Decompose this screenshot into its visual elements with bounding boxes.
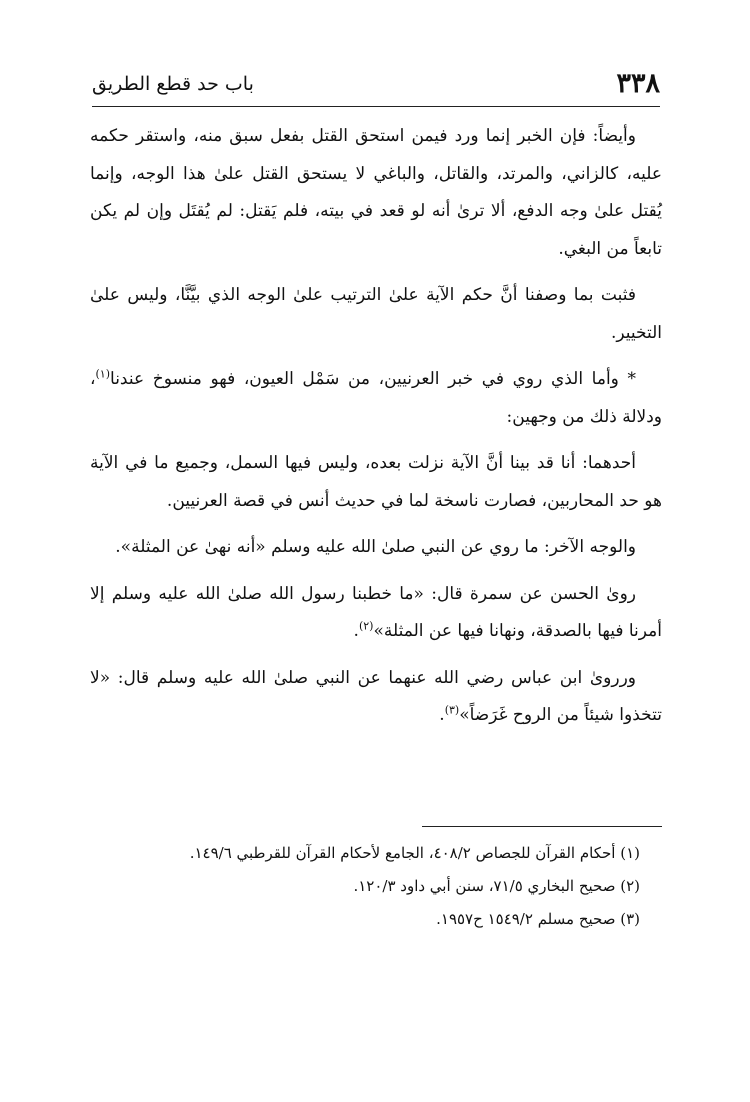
footnote-ref: (٣) — [444, 703, 460, 717]
paragraph: فثبت بما وصفنا أنَّ حكم الآية علىٰ الترتيب علىٰ الوجه الذي بيَّنَّا، وليس علىٰ التخيير. — [90, 285, 662, 343]
chapter-title: باب حد قطع الطريق — [92, 73, 254, 95]
footnote: (١) أحكام القرآن للجصاص ٤٠٨/٢، الجامع لأحكام القرآن للقرطبي ١٤٩/٦. — [189, 844, 640, 862]
paragraph: ورروىٰ ابن عباس رضي الله عنهما عن النبي صلىٰ الله عليه وسلم قال: «لا تتخذوا شيئاً من الروح غَرَضاً»$^{(٣)}$. — [90, 667, 662, 725]
paragraph: أحدهما: أنا قد بينا أنَّ الآية نزلت بعده، وليس فيها السمل، وجميع ما في الآية هو حد المحاربين، فصارت ناسخة لما في حديث أنس في قصة العرنيين. — [90, 453, 662, 511]
footnote-ref: (٢) — [358, 619, 374, 633]
paragraph: روىٰ الحسن عن سمرة قال: «ما خطبنا رسول الله صلىٰ الله عليه وسلم إلا أمرنا فيها بالصدقة، ونهانا فيها عن المثلة»$^{(٢)}$. — [90, 583, 662, 641]
footnote-ref: (١) — [95, 367, 111, 381]
footnote-divider — [422, 826, 662, 827]
footnote: (٢) صحيح البخاري ٧١/٥، سنن أبي داود ١٢٠/٣. — [353, 877, 640, 895]
footnotes — [90, 838, 662, 937]
paragraph: * وأما الذي روي في خبر العرنيين، من سَمْل العيون، فهو منسوخ عندنا$^{(١)}$، ودلالة ذلك من وجهين: — [90, 367, 662, 427]
running-header — [92, 62, 660, 107]
paragraph: وأيضاً: فإن الخبر إنما ورد فيمن استحق القتل بفعل سبق منه، واستقر حكمه عليه، كالزاني، والمرتد، والقاتل، والباغي لا يستحق القتل علىٰ هذا الوجه، وإنما يُقتل علىٰ وجه الدفع، ألا ترىٰ أنه لو قعد في بيته، فلم يَقتل: لم يُقتَل وإن لم يكن تابعاً من البغي. — [90, 126, 662, 259]
main-text — [90, 118, 662, 744]
paragraph: والوجه الآخر: ما روي عن النبي صلىٰ الله عليه وسلم «أنه نهىٰ عن المثلة». — [115, 537, 636, 557]
footnote: (٣) صحيح مسلم ١٥٤٩/٢ ح١٩٥٧. — [436, 910, 640, 928]
page-number: ٣٣٨ — [616, 68, 660, 99]
